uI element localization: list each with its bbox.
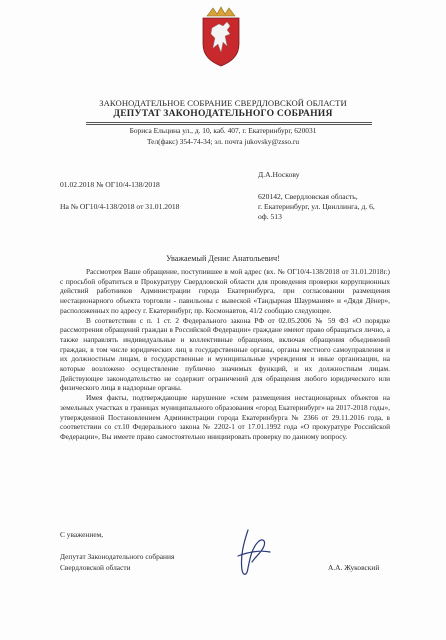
handwritten-signature xyxy=(230,522,276,582)
signer-name: А.А. Жуковский xyxy=(328,563,380,572)
header-organization: ЗАКОНОДАТЕЛЬНОЕ СОБРАНИЕ СВЕРДЛОВСКОЙ ОБЛАСТИ xyxy=(99,98,347,108)
body-paragraph: В соответствии с п. 1 ст. 2 Федерального закона РФ от 02.05.2006 № 59 ФЗ «О порядке рассмотрения обращений граждан в Российской Федерации» граждане имеют право обращаться лично, а также направлять индивидуальные и коллективные обращения, включая обращения объединений граждан, в том числе юридических лиц в государственные органы, органы местного самоуправления и их должностным лицам, в государственные и муниципальные учреждения и иные организации, на которые возложено осуществление публично значимых функций, и их должностным лицам. Действующее законодательство не содержит ограничений для обращения любого юридического или физического лица в надзорные органы. xyxy=(60,315,390,393)
reference-number: На № ОГ10/4-138/2018 от 31.01.2018 xyxy=(60,202,180,211)
signer-title-line2: Свердловской области xyxy=(60,563,131,572)
closing-regards: С уважением, xyxy=(60,530,104,539)
recipient-address-line3: оф. 513 xyxy=(258,212,282,221)
header-divider xyxy=(86,122,372,125)
body-paragraph: Рассмотрев Ваше обращение, поступившее в мой адрес (вх. № ОГ10/4-138/2018 от 31.01.2018г.) с просьбой обратиться в Прокуратуру Свердловской области для проведения проверки коррупционных действий работников Администрации города Екатеринбурга, при согласовании размещения нестационарного объекта торговли - павильоны с вывеской «Тандырная Шаурмания» и «Дядя Дёнер», расположенных по адресу г. Екатеринбург, пр. Космонавтов, 41/2 сообщаю следующее. xyxy=(60,267,390,315)
recipient-address-line1: 620142, Свердловская область, xyxy=(258,192,358,201)
header-address: Бориса Ельцина ул., д. 10, каб. 407, г. Екатеринбург, 620031 xyxy=(129,126,317,135)
coat-of-arms-icon xyxy=(197,6,245,68)
header-contacts: Тел(факс) 354-74-34; эл. почта jukovsky@zsso.ru xyxy=(146,137,300,146)
letter-body xyxy=(60,267,390,442)
recipient-name: Д.А.Носкову xyxy=(258,170,300,179)
body-paragraph: Имея факты, подтверждающие нарушение «схем размещения нестационарных объектов на земельных участках в границах муниципального образования «город Екатеринбург» на 2017-2018 годы», утвержденной Постановлением Администрации города Екатеринбурга № 2366 от 29.11.2016 года, в соответствии со ст.10 Федерального закона № 2202-1 от 17.01.1992 года «О прокуратуре Российской Федерации», Вы имеете право самостоятельно инициировать проверку по данному вопросу. xyxy=(60,393,390,441)
header-title: ДЕПУТАТ ЗАКОНОДАТЕЛЬНОГО СОБРАНИЯ xyxy=(113,108,333,119)
signer-title-line1: Депутат Законодательного собрания xyxy=(60,552,175,561)
recipient-address-line2: г. Екатеринбург, ул. Цвиллинга, д. 6, xyxy=(258,202,375,211)
salutation: Уважаемый Денис Анатольевич! xyxy=(166,254,280,263)
outgoing-number: 01.02.2018 № ОГ10/4-138/2018 xyxy=(60,180,160,189)
